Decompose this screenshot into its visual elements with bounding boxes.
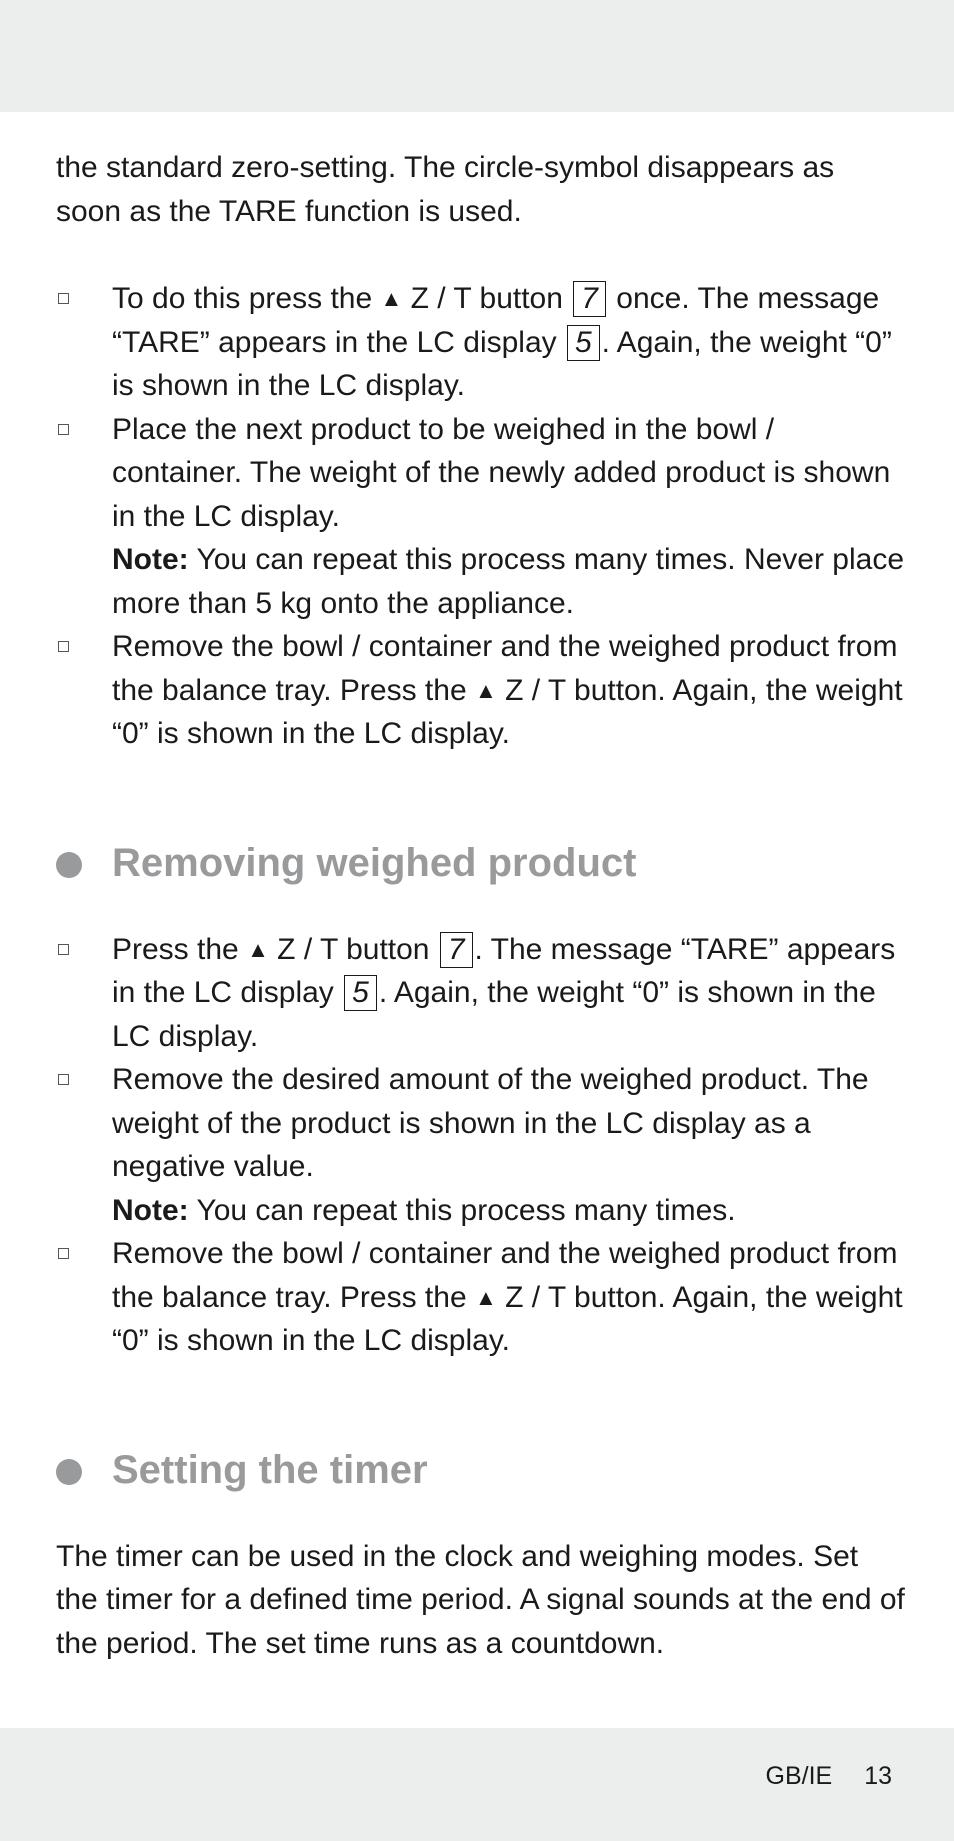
checkbox-bullet-icon [58,424,69,435]
top-band [0,0,954,112]
note-label: Note: [112,543,189,576]
list-item: Place the next product to be weighed in the bowl / container. The weight of the newly added product is shown in the LC display. Note: You can repeat this process many times. Never place more than 5 kg onto the appliance. [56,408,906,626]
removing-steps-list [56,928,906,1363]
up-triangle-icon: ▲ [247,936,269,962]
list-item: Remove the desired amount of the weighed product. The weight of the product is shown in the LC display as a negative value. Note: You can repeat this process many times. [56,1058,906,1232]
page-content [56,146,906,1665]
region-label: GB/IE [765,1762,833,1790]
section-heading-timer: Setting the timer [56,1445,906,1495]
up-triangle-icon: ▲ [380,286,403,311]
section-heading-removing: Removing weighed product [56,838,906,888]
part-reference-5: 5 [567,325,600,361]
page-number: 13 [864,1762,892,1790]
note-label: Note: [112,1193,189,1227]
timer-paragraph: The timer can be used in the clock and weighing modes. Set the timer for a defined time period. A signal sounds at the end of the period. The set time runs as a countdown. [56,1539,905,1660]
list-item: Press the ▲ Z / T button 7 . The message “TARE” appears in the LC display 5 . Again, the weight “0” is shown in the LC display. [56,928,906,1059]
checkbox-bullet-icon [58,1248,69,1259]
heading-bullet-icon [56,1459,82,1485]
list-item: Remove the bowl / container and the weighed product from the balance tray. Press the ▲ Z / T button. Again, the weight “0” is shown in the LC display. [56,1232,906,1363]
part-reference-7: 7 [573,281,606,317]
up-triangle-icon: ▲ [474,1284,497,1310]
up-triangle-icon: ▲ [474,677,497,703]
note-text: You can repeat this process many times. Never place more than 5 kg onto the appliance. [112,543,905,620]
checkbox-bullet-icon [58,1074,69,1085]
note-text: You can repeat this process many times. [188,1193,736,1227]
tare-steps-list [56,277,906,756]
part-reference-7: 7 [440,932,473,968]
heading-bullet-icon [56,852,82,878]
part-reference-5: 5 [344,975,377,1011]
list-item: To do this press the ▲ Z / T button 7 once. The message “TARE” appears in the LC display 5 . Again, the weight “0” is shown in the LC display. [56,277,906,408]
checkbox-bullet-icon [58,293,69,304]
checkbox-bullet-icon [58,944,69,955]
list-item: Remove the bowl / container and the weighed product from the balance tray. Press the ▲ Z / T button. Again, the weight “0” is shown in the LC display. [56,625,906,756]
checkbox-bullet-icon [58,641,69,652]
intro-paragraph: the standard zero-setting. The circle-symbol disappears as soon as the TARE function is used. [56,151,835,228]
page-footer [766,1762,893,1791]
